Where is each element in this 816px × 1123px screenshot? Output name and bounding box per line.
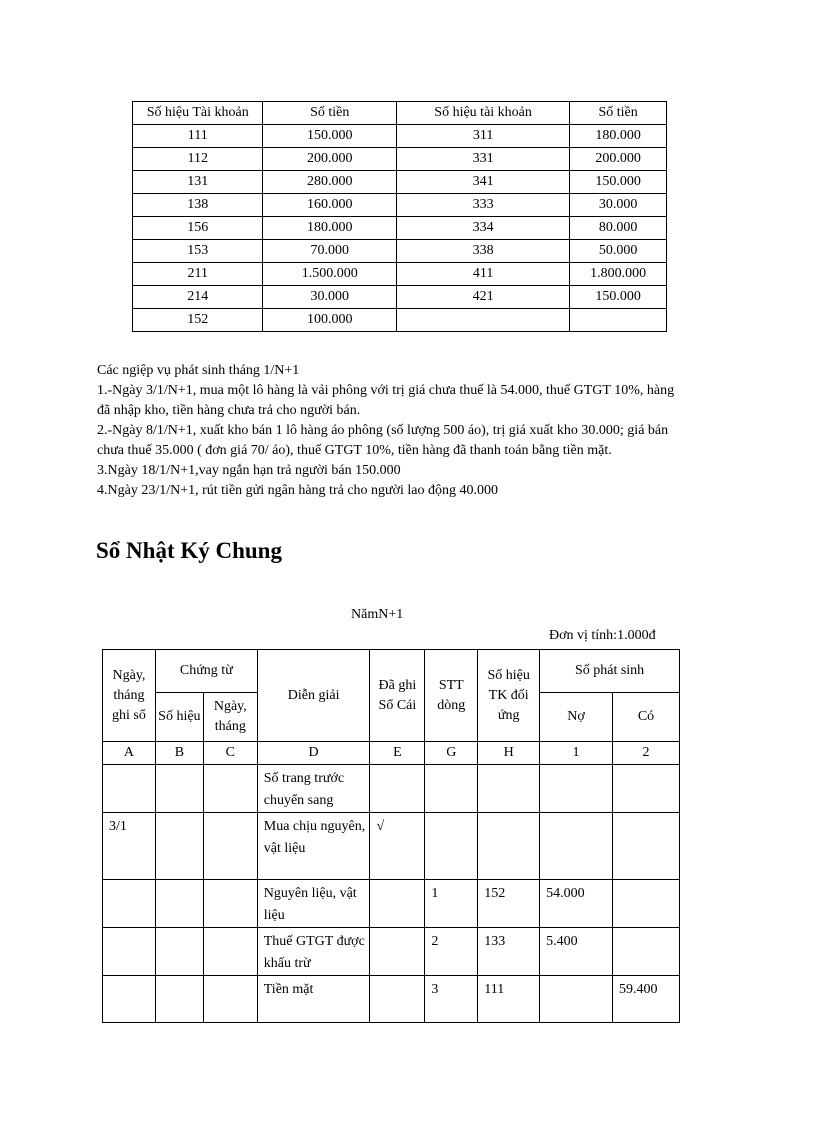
transactions-intro: Các ngiệp vụ phát sinh tháng 1/N+1	[97, 363, 300, 378]
journal-credit-cell	[613, 880, 680, 928]
general-journal-table	[102, 649, 680, 1023]
transaction-item: 1.-Ngày 3/1/N+1, mua một lô hàng là vải phông với trị giá chưa thuế là 54.000, thuế GTGT 10%, hàng đã nhập kho, tiền hàng chưa trả cho người bán.	[97, 383, 675, 418]
journal-debit-cell	[540, 813, 613, 880]
header-amount-1: Số tiền	[263, 102, 397, 125]
column-label: 1	[540, 742, 613, 765]
journal-description-cell: Mua chịu nguyên, vật liệu	[257, 813, 370, 880]
amount-cell: 30.000	[570, 194, 667, 217]
header-account-no-2: Số hiệu tài khoản	[397, 102, 570, 125]
journal-debit-cell	[540, 765, 613, 813]
table-row	[133, 263, 667, 286]
account-no-cell: 214	[133, 286, 263, 309]
journal-line-no-cell: 1	[425, 880, 478, 928]
journal-voucher-date-cell	[203, 813, 257, 880]
account-no-cell: 153	[133, 240, 263, 263]
table-row	[133, 194, 667, 217]
table-row	[133, 217, 667, 240]
column-label: A	[103, 742, 156, 765]
account-no-cell: 341	[397, 171, 570, 194]
journal-account-cell: 133	[478, 928, 540, 976]
journal-date-cell	[103, 765, 156, 813]
account-no-cell: 421	[397, 286, 570, 309]
table-row	[133, 171, 667, 194]
account-no-cell: 333	[397, 194, 570, 217]
amount-cell	[570, 309, 667, 332]
journal-debit-cell: 5.400	[540, 928, 613, 976]
journal-voucher-date-cell	[203, 928, 257, 976]
column-label-row	[103, 742, 680, 765]
header-amount-2: Số tiền	[570, 102, 667, 125]
journal-debit-cell	[540, 976, 613, 1023]
amount-cell: 180.000	[263, 217, 397, 240]
column-label: E	[370, 742, 425, 765]
journal-description-cell: Số trang trước chuyển sang	[257, 765, 370, 813]
header-account: Số hiệu TK đối ứng	[478, 650, 540, 742]
account-no-cell: 311	[397, 125, 570, 148]
journal-posted-cell	[370, 880, 425, 928]
journal-voucher-date-cell	[203, 880, 257, 928]
journal-debit-cell: 54.000	[540, 880, 613, 928]
column-label: G	[425, 742, 478, 765]
journal-voucher-no-cell	[155, 813, 203, 880]
journal-row	[103, 813, 680, 880]
amount-cell: 160.000	[263, 194, 397, 217]
journal-account-cell	[478, 765, 540, 813]
amount-cell: 150.000	[570, 171, 667, 194]
journal-account-cell: 152	[478, 880, 540, 928]
amount-cell: 1.500.000	[263, 263, 397, 286]
header-credit: Có	[613, 693, 680, 742]
transactions-list	[97, 381, 677, 501]
account-no-cell: 138	[133, 194, 263, 217]
journal-posted-cell	[370, 976, 425, 1023]
table-header-row	[133, 102, 667, 125]
journal-row	[103, 765, 680, 813]
header-voucher-date: Ngày, tháng	[203, 693, 257, 742]
journal-credit-cell	[613, 928, 680, 976]
amount-cell: 180.000	[570, 125, 667, 148]
amount-cell: 50.000	[570, 240, 667, 263]
account-no-cell: 334	[397, 217, 570, 240]
journal-posted-cell	[370, 928, 425, 976]
account-no-cell: 331	[397, 148, 570, 171]
transaction-item: 3.Ngày 18/1/N+1,vay ngắn hạn trả người bán 150.000	[97, 463, 401, 478]
account-no-cell: 156	[133, 217, 263, 240]
amount-cell: 80.000	[570, 217, 667, 240]
column-label: C	[203, 742, 257, 765]
journal-voucher-no-cell	[155, 765, 203, 813]
journal-voucher-date-cell	[203, 976, 257, 1023]
header-posted: Đã ghi Sổ Cái	[370, 650, 425, 742]
table-row	[133, 148, 667, 171]
table-row	[133, 286, 667, 309]
column-label: 2	[613, 742, 680, 765]
table-row	[133, 309, 667, 332]
journal-row	[103, 928, 680, 976]
journal-posted-cell	[370, 765, 425, 813]
journal-credit-cell	[613, 813, 680, 880]
journal-voucher-no-cell	[155, 880, 203, 928]
amount-cell: 280.000	[263, 171, 397, 194]
account-no-cell: 131	[133, 171, 263, 194]
column-label: B	[155, 742, 203, 765]
account-balance-table	[132, 101, 667, 332]
amount-cell: 70.000	[263, 240, 397, 263]
account-no-cell: 111	[133, 125, 263, 148]
header-amount: Số phát sinh	[540, 650, 680, 693]
journal-credit-cell: 59.400	[613, 976, 680, 1023]
journal-date-cell	[103, 976, 156, 1023]
journal-date-cell	[103, 880, 156, 928]
account-no-cell: 112	[133, 148, 263, 171]
journal-description-cell: Thuế GTGT được khấu trừ	[257, 928, 370, 976]
header-date: Ngày, tháng ghi sổ	[103, 650, 156, 742]
journal-line-no-cell: 2	[425, 928, 478, 976]
journal-voucher-no-cell	[155, 928, 203, 976]
table-row	[133, 240, 667, 263]
journal-line-no-cell: 3	[425, 976, 478, 1023]
header-account-no-1: Số hiệu Tài khoản	[133, 102, 263, 125]
journal-account-cell: 111	[478, 976, 540, 1023]
amount-cell: 30.000	[263, 286, 397, 309]
journal-table-body	[103, 765, 680, 1023]
amount-cell: 200.000	[570, 148, 667, 171]
header-description: Diễn giải	[257, 650, 370, 742]
journal-account-cell	[478, 813, 540, 880]
account-no-cell	[397, 309, 570, 332]
header-debit: Nợ	[540, 693, 613, 742]
journal-date-cell: 3/1	[103, 813, 156, 880]
account-no-cell: 338	[397, 240, 570, 263]
journal-line-no-cell	[425, 813, 478, 880]
journal-date-cell	[103, 928, 156, 976]
amount-cell: 200.000	[263, 148, 397, 171]
amount-cell: 150.000	[570, 286, 667, 309]
transaction-item: 2.-Ngày 8/1/N+1, xuất kho bán 1 lô hàng áo phông (số lượng 500 áo), trị giá xuất kho 30.000; giá bán chưa thuế 35.000 ( đơn giá 70/ áo), thuế GTGT 10%, tiền hàng đã thanh toán bằng tiền mặt.	[97, 423, 669, 458]
amount-cell: 150.000	[263, 125, 397, 148]
journal-year: NămN+1	[351, 607, 404, 622]
journal-unit: Đơn vị tính:1.000đ	[549, 628, 656, 643]
amount-cell: 1.800.000	[570, 263, 667, 286]
account-no-cell: 411	[397, 263, 570, 286]
journal-posted-cell: √	[370, 813, 425, 880]
journal-row	[103, 880, 680, 928]
journal-title: Sổ Nhật Ký Chung	[96, 538, 282, 563]
transaction-item: 4.Ngày 23/1/N+1, rút tiền gửi ngân hàng trả cho người lao động 40.000	[97, 483, 499, 498]
journal-line-no-cell	[425, 765, 478, 813]
column-label: H	[478, 742, 540, 765]
journal-voucher-date-cell	[203, 765, 257, 813]
column-label: D	[257, 742, 370, 765]
journal-credit-cell	[613, 765, 680, 813]
account-no-cell: 152	[133, 309, 263, 332]
journal-voucher-no-cell	[155, 976, 203, 1023]
journal-row	[103, 976, 680, 1023]
header-voucher: Chứng từ	[155, 650, 257, 693]
table-row	[133, 125, 667, 148]
journal-description-cell: Nguyên liệu, vật liệu	[257, 880, 370, 928]
header-voucher-no: Số hiệu	[155, 693, 203, 742]
account-no-cell: 211	[133, 263, 263, 286]
balance-table-body	[133, 125, 667, 332]
amount-cell: 100.000	[263, 309, 397, 332]
journal-description-cell: Tiền mặt	[257, 976, 370, 1023]
header-line-no: STT dòng	[425, 650, 478, 742]
